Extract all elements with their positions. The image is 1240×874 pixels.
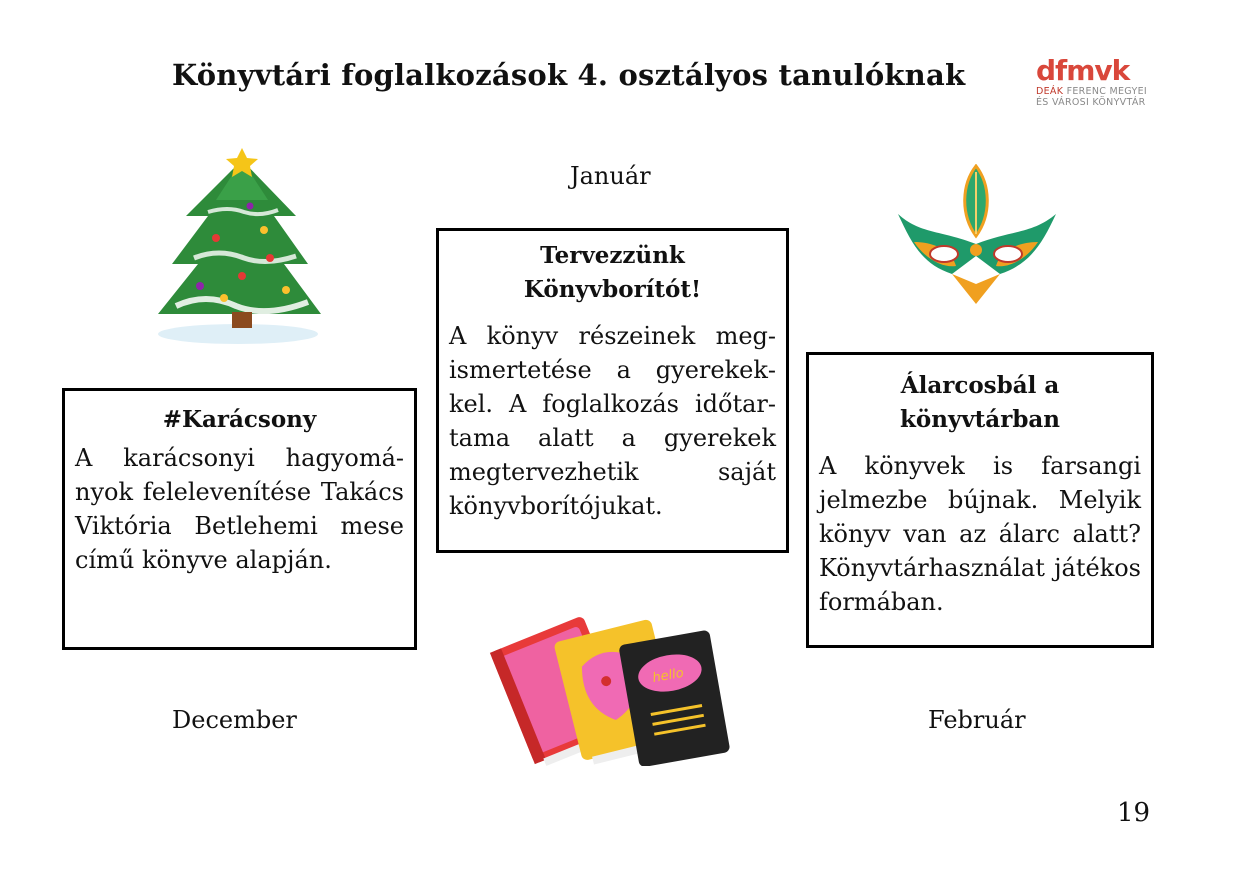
page-number: 19: [1117, 798, 1151, 828]
card-december: [62, 388, 417, 650]
svg-text:dfmvk: dfmvk: [1036, 56, 1130, 84]
books-stack-icon: [488, 596, 738, 766]
carnival-mask-icon: [892, 164, 1062, 309]
svg-text:hello: hello: [651, 665, 685, 687]
card-title-line2: könyvtárban: [899, 406, 1061, 433]
month-label-december: December: [172, 706, 297, 734]
month-label-january: Január: [570, 162, 651, 190]
page-title: Könyvtári foglalkozások 4. osztályos tanulóknak: [172, 58, 966, 92]
card-title: #Karácsony: [162, 406, 317, 433]
card-text: A karácsonyi hagyományok felelevenítése Takács Viktória Betlehemi mese című könyve alapján.: [75, 444, 404, 574]
logo-mark-icon: [1036, 56, 1148, 84]
christmas-tree-icon: [146, 146, 336, 346]
logo-text: DEÁK FERENC MEGYEI ÉS VÁROSI KÖNYVTÁR: [1036, 86, 1147, 108]
month-label-february: Február: [928, 706, 1026, 734]
card-text: A könyv részeinek megismertetése a gyerekekkel. A foglalkozás időtartama alatt a gyerekek megtervezhetik saját könyvborítójukat.: [449, 322, 776, 520]
card-title: Álarcosbál a: [900, 372, 1060, 399]
card-text: A könyvek is farsangi jelmezbe bújnak. Melyik könyv van az álarc alatt? Könyvtárhasználat játékos formában.: [819, 452, 1141, 616]
card-title-line2: Könyvborítót!: [523, 276, 702, 303]
card-title: Tervezzünk: [540, 242, 685, 269]
library-logo: [1036, 56, 1156, 122]
card-february: [806, 352, 1154, 648]
card-january: [436, 228, 789, 553]
